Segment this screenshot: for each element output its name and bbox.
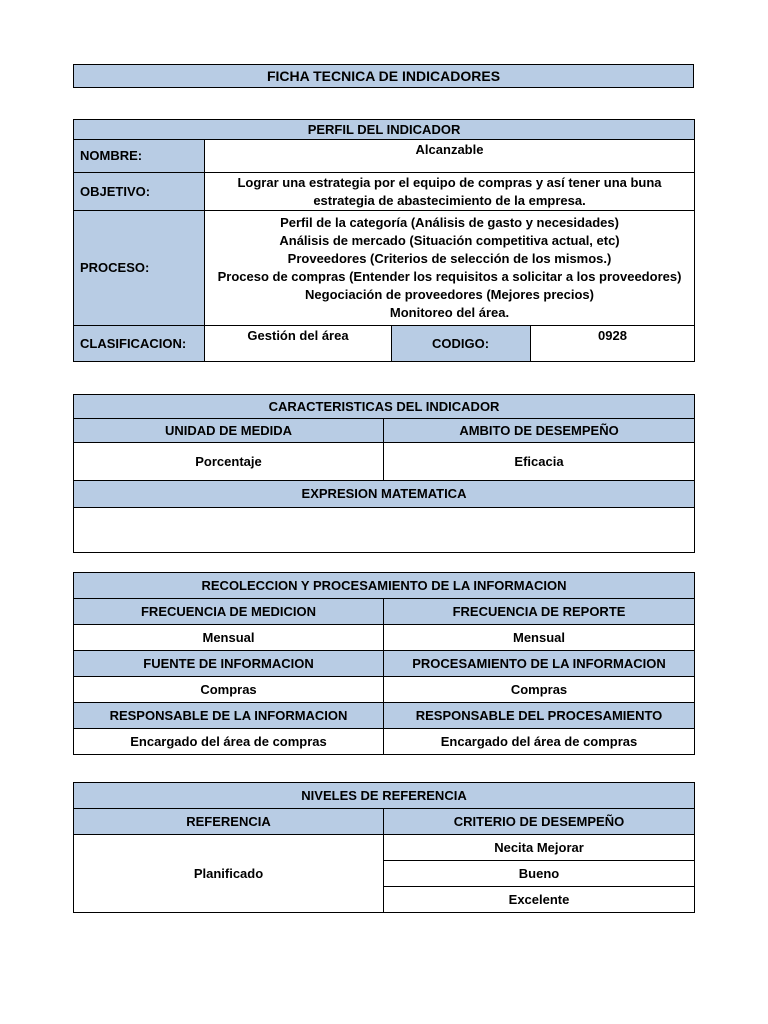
caracteristicas-header: CARACTERISTICAS DEL INDICADOR	[74, 395, 695, 419]
nombre-label: NOMBRE:	[74, 140, 205, 173]
procesamiento-informacion-value: Compras	[384, 677, 695, 703]
criterio-item: Bueno	[384, 861, 695, 887]
expresion-matematica-value	[74, 508, 695, 553]
codigo-label: CODIGO:	[392, 326, 531, 362]
nombre-value: Alcanzable	[205, 140, 695, 173]
criterio-desempeno-label: CRITERIO DE DESEMPEÑO	[384, 809, 695, 835]
objetivo-line: estrategia de abastecimiento de la empresa.	[313, 192, 586, 208]
unidad-medida-label: UNIDAD DE MEDIDA	[74, 419, 384, 443]
recoleccion-table	[73, 572, 695, 755]
caracteristicas-section	[73, 394, 694, 553]
objetivo-label: OBJETIVO:	[74, 173, 205, 211]
perfil-table	[73, 119, 695, 362]
responsable-informacion-label: RESPONSABLE DE LA INFORMACION	[74, 703, 384, 729]
niveles-header: NIVELES DE REFERENCIA	[74, 783, 695, 809]
responsable-procesamiento-label: RESPONSABLE DEL PROCESAMIENTO	[384, 703, 695, 729]
referencia-label: REFERENCIA	[74, 809, 384, 835]
frecuencia-medicion-label: FRECUENCIA DE MEDICION	[74, 599, 384, 625]
ambito-desempeno-value: Eficacia	[384, 443, 695, 481]
codigo-value: 0928	[531, 326, 695, 362]
objetivo-line: Lograr una estrategia por el equipo de compras y así tener una buna	[237, 174, 662, 190]
fuente-informacion-value: Compras	[74, 677, 384, 703]
perfil-header: PERFIL DEL INDICADOR	[74, 120, 695, 140]
responsable-procesamiento-value: Encargado del área de compras	[384, 729, 695, 755]
recoleccion-header: RECOLECCION Y PROCESAMIENTO DE LA INFORMACION	[74, 573, 695, 599]
proceso-line: Proceso de compras (Entender los requisitos a solicitar a los proveedores)	[217, 269, 682, 284]
proceso-line: Perfil de la categoría (Análisis de gasto y necesidades)	[280, 215, 619, 230]
clasificacion-label: CLASIFICACION:	[74, 326, 205, 362]
objetivo-value	[205, 173, 695, 211]
proceso-line: Negociación de proveedores (Mejores precios)	[305, 287, 594, 302]
niveles-section	[73, 782, 694, 913]
proceso-label: PROCESO:	[74, 211, 205, 326]
proceso-line: Monitoreo del área.	[389, 305, 510, 320]
clasificacion-value: Gestión del área	[205, 326, 392, 362]
ambito-desempeno-label: AMBITO DE DESEMPEÑO	[384, 419, 695, 443]
perfil-section	[73, 119, 694, 362]
responsable-informacion-value: Encargado del área de compras	[74, 729, 384, 755]
document-title: FICHA TECNICA DE INDICADORES	[73, 64, 694, 88]
unidad-medida-value: Porcentaje	[74, 443, 384, 481]
expresion-matematica-label: EXPRESION MATEMATICA	[74, 481, 695, 508]
proceso-line: Análisis de mercado (Situación competitiva actual, etc)	[279, 233, 620, 248]
referencia-value: Planificado	[74, 835, 384, 913]
frecuencia-medicion-value: Mensual	[74, 625, 384, 651]
caracteristicas-table	[73, 394, 695, 553]
proceso-value	[205, 211, 695, 326]
criterio-item: Necita Mejorar	[384, 835, 695, 861]
niveles-table	[73, 782, 695, 913]
proceso-line: Proveedores (Criterios de selección de los mismos.)	[287, 251, 612, 266]
criterio-item: Excelente	[384, 887, 695, 913]
frecuencia-reporte-label: FRECUENCIA DE REPORTE	[384, 599, 695, 625]
procesamiento-informacion-label: PROCESAMIENTO DE LA INFORMACION	[384, 651, 695, 677]
recoleccion-section	[73, 572, 694, 755]
frecuencia-reporte-value: Mensual	[384, 625, 695, 651]
fuente-informacion-label: FUENTE DE INFORMACION	[74, 651, 384, 677]
